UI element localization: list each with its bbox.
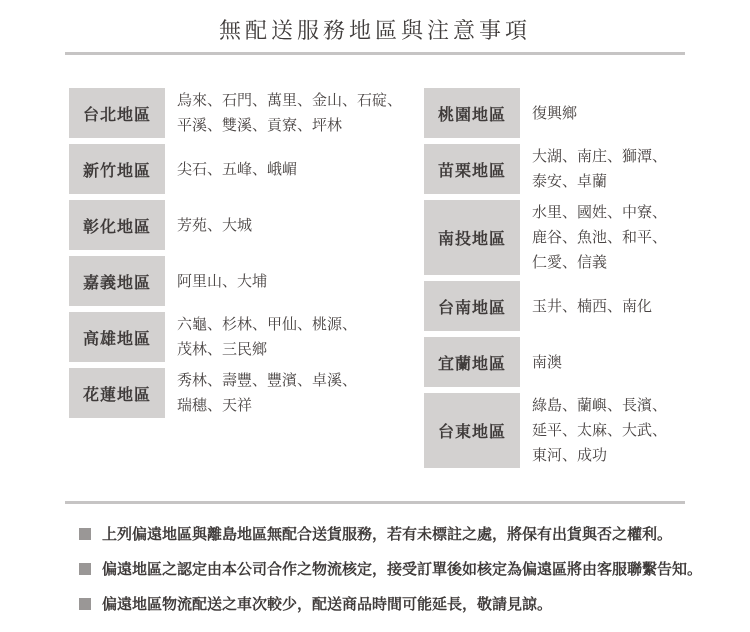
region-areas bbox=[165, 88, 402, 138]
area-line: 秀林、壽豐、豐濱、卓溪、 bbox=[177, 372, 358, 389]
area-line: 綠島、蘭嶼、長濱、 bbox=[532, 397, 668, 414]
area-line: 尖石、五峰、峨嵋 bbox=[177, 160, 298, 178]
area-line: 鹿谷、魚池、和平、 bbox=[532, 229, 668, 246]
region-label: 台南地區 bbox=[424, 281, 520, 331]
region-label: 宜蘭地區 bbox=[424, 337, 520, 387]
region-row bbox=[69, 200, 403, 250]
page-title: 無配送服務地區與注意事項 bbox=[218, 18, 531, 43]
note-item bbox=[79, 524, 685, 545]
note-item bbox=[79, 559, 703, 580]
region-label: 彰化地區 bbox=[69, 200, 165, 250]
notes-list bbox=[65, 504, 703, 615]
region-row bbox=[69, 368, 403, 418]
region-areas bbox=[520, 144, 667, 194]
area-line: 芳苑、大城 bbox=[177, 216, 253, 234]
area-line: 復興鄉 bbox=[532, 104, 578, 122]
area-line: 延平、太麻、大武、 bbox=[532, 422, 668, 439]
region-label: 南投地區 bbox=[424, 200, 520, 275]
area-line: 南澳 bbox=[532, 353, 563, 371]
note-text: 上列偏遠地區與離島地區無配合送貨服務，若有未標註之處，將保有出貨與否之權利。 bbox=[102, 526, 673, 543]
region-label: 桃園地區 bbox=[424, 88, 520, 138]
region-table bbox=[65, 88, 685, 474]
area-line: 平溪、雙溪、貢寮、坪林 bbox=[177, 117, 343, 134]
area-line: 東河、成功 bbox=[532, 447, 608, 464]
area-line: 水里、國姓、中寮、 bbox=[532, 204, 668, 221]
area-line: 阿里山、大埔 bbox=[177, 272, 268, 290]
region-column-right bbox=[424, 88, 685, 474]
region-row bbox=[69, 88, 403, 138]
area-line: 烏來、石門、萬里、金山、石碇、 bbox=[177, 92, 403, 109]
square-bullet-icon bbox=[79, 563, 91, 575]
region-row bbox=[424, 281, 685, 331]
region-areas bbox=[520, 337, 562, 387]
area-line: 瑞穗、天祥 bbox=[177, 397, 253, 414]
region-label: 台北地區 bbox=[69, 88, 165, 138]
region-row bbox=[69, 144, 403, 194]
region-row bbox=[424, 200, 685, 275]
region-label: 台東地區 bbox=[424, 393, 520, 468]
region-row bbox=[69, 312, 403, 362]
region-areas bbox=[165, 368, 357, 418]
region-areas bbox=[520, 393, 667, 468]
area-line: 仁愛、信義 bbox=[532, 254, 608, 271]
note-text: 偏遠地區物流配送之車次較少，配送商品時間可能延長，敬請見諒。 bbox=[102, 596, 553, 613]
region-label: 苗栗地區 bbox=[424, 144, 520, 194]
area-line: 六龜、杉林、甲仙、桃源、 bbox=[177, 316, 358, 333]
region-areas bbox=[520, 88, 577, 138]
region-areas bbox=[520, 200, 667, 275]
region-row bbox=[69, 256, 403, 306]
area-line: 玉井、楠西、南化 bbox=[532, 297, 653, 315]
region-areas bbox=[165, 144, 297, 194]
region-label: 花蓮地區 bbox=[69, 368, 165, 418]
square-bullet-icon bbox=[79, 598, 91, 610]
region-row bbox=[424, 144, 685, 194]
region-label: 高雄地區 bbox=[69, 312, 165, 362]
region-row bbox=[424, 393, 685, 468]
area-line: 泰安、卓蘭 bbox=[532, 173, 608, 190]
region-areas bbox=[165, 256, 267, 306]
region-areas bbox=[520, 281, 652, 331]
region-column-left bbox=[69, 88, 403, 474]
region-label: 新竹地區 bbox=[69, 144, 165, 194]
region-areas bbox=[165, 312, 357, 362]
region-label: 嘉義地區 bbox=[69, 256, 165, 306]
region-row bbox=[424, 88, 685, 138]
area-line: 大湖、南庄、獅潭、 bbox=[532, 148, 668, 165]
title-divider bbox=[65, 52, 685, 55]
note-item bbox=[79, 594, 685, 615]
note-text: 偏遠地區之認定由本公司合作之物流核定，接受訂單後如核定為偏遠區將由客服聯繫告知。 bbox=[102, 561, 703, 578]
area-line: 茂林、三民鄉 bbox=[177, 341, 268, 358]
square-bullet-icon bbox=[79, 528, 91, 540]
region-row bbox=[424, 337, 685, 387]
region-areas bbox=[165, 200, 252, 250]
